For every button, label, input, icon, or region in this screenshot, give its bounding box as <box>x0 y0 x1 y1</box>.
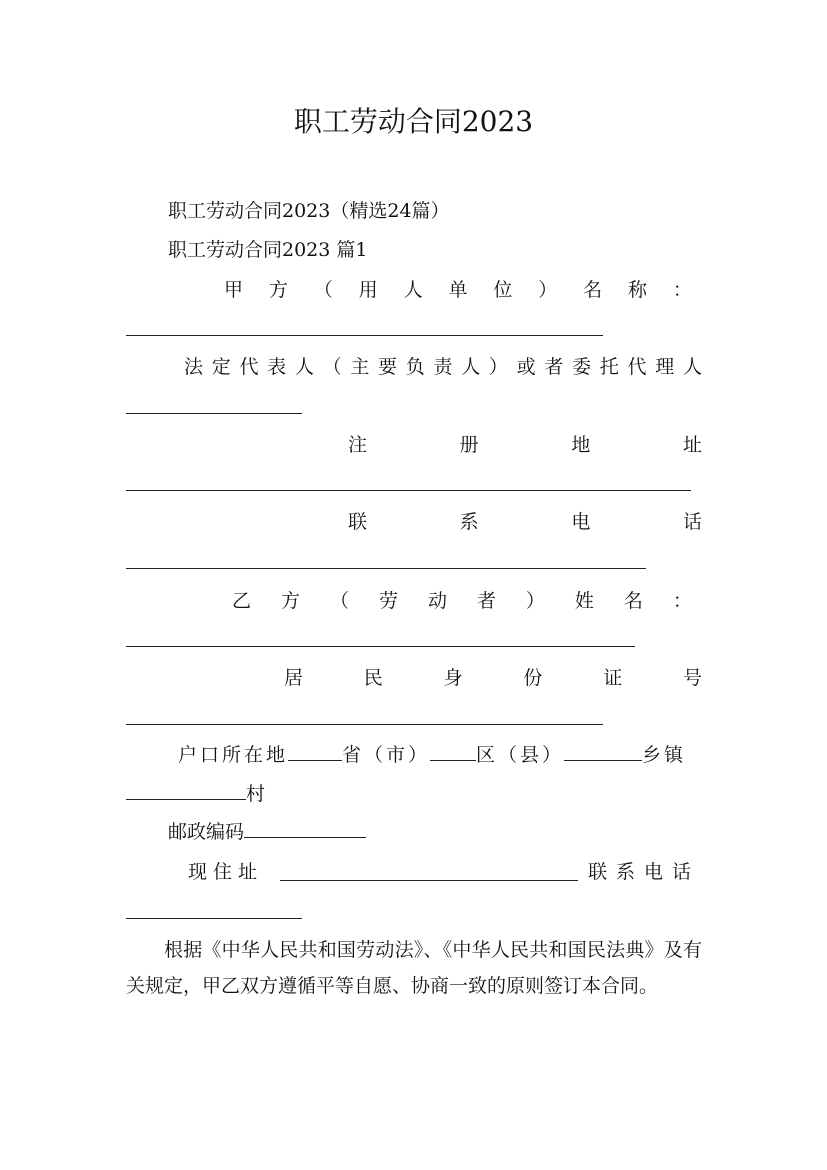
party-b-name-label <box>232 587 692 615</box>
party-b-char: 劳 <box>378 590 398 612</box>
party-b-char: ） <box>525 590 545 612</box>
legal-rep-char: 代 <box>239 356 259 378</box>
town-label: 乡镇 <box>642 744 687 766</box>
id-number-char: 居 <box>284 667 304 689</box>
party-b-char: ： <box>672 590 692 612</box>
party-b-char: （ <box>329 590 349 612</box>
legal-rep-char: 人 <box>294 356 314 378</box>
postal-code-line <box>168 818 366 846</box>
party-a-char: 名 <box>583 279 603 301</box>
current-phone-line <box>588 858 700 886</box>
postal-code-label: 邮政编码 <box>168 821 245 843</box>
reg-address-char: 址 <box>682 434 702 456</box>
legal-rep-char: 定 <box>211 356 231 378</box>
legal-rep-char: ） <box>488 356 508 378</box>
party-a-char: 称 <box>628 279 648 301</box>
party-a-char: 单 <box>448 279 468 301</box>
party-a-name-blank <box>126 335 603 336</box>
party-a-char: ） <box>538 279 558 301</box>
party-a-char: 方 <box>268 279 288 301</box>
contact-phone-char: 话 <box>682 511 702 533</box>
party-b-name-blank <box>126 646 635 647</box>
legal-rep-char: 人 <box>682 356 702 378</box>
district-label: 区（县） <box>476 744 565 766</box>
legal-rep-char: 理 <box>655 356 675 378</box>
id-number-char: 号 <box>682 667 702 689</box>
id-number-blank <box>126 724 603 725</box>
legal-rep-char: 要 <box>378 356 398 378</box>
postal-code-blank <box>244 819 366 838</box>
legal-rep-char: （ <box>322 356 342 378</box>
party-b-char: 乙 <box>232 590 252 612</box>
id-number-char: 份 <box>523 667 543 689</box>
id-number-char: 证 <box>603 667 623 689</box>
current-phone-blank <box>126 918 302 919</box>
reg-address-char: 注 <box>348 434 368 456</box>
household-line <box>178 741 686 769</box>
legal-rep-char: 负 <box>405 356 425 378</box>
party-a-phone-blank <box>126 568 646 569</box>
current-phone-label: 联系电话 <box>588 861 701 883</box>
legal-rep-char: 人 <box>461 356 481 378</box>
party-a-char: 人 <box>403 279 423 301</box>
party-a-char: 用 <box>358 279 378 301</box>
party-a-name-label <box>224 276 692 304</box>
contact-phone-char: 电 <box>571 511 591 533</box>
contact-phone-char: 系 <box>459 511 479 533</box>
household-label: 户口所在地 <box>178 744 289 766</box>
party-a-char: ： <box>672 279 692 301</box>
current-address-line <box>188 858 263 886</box>
village-label: 村 <box>246 783 266 805</box>
current-address-blank <box>280 880 578 881</box>
village-line <box>126 780 265 808</box>
district-blank <box>430 742 476 761</box>
legal-rep-char: 主 <box>350 356 370 378</box>
legal-rep-char: 委 <box>572 356 592 378</box>
legal-rep-label <box>184 353 702 381</box>
id-number-char: 民 <box>363 667 383 689</box>
contact-phone-char: 联 <box>348 511 368 533</box>
village-blank <box>126 781 246 800</box>
legal-rep-blank <box>126 413 302 414</box>
legal-rep-char: 或 <box>516 356 536 378</box>
id-number-char: 身 <box>443 667 463 689</box>
reg-address-char: 册 <box>459 434 479 456</box>
legal-rep-char: 法 <box>184 356 204 378</box>
contract-basis-paragraph: 根据《中华人民共和国劳动法》、《中华人民共和国民法典》及有关规定，甲乙双方遵循平等自愿、协商一致的原则签订本合同。 <box>126 939 702 997</box>
reg-address-char: 地 <box>571 434 591 456</box>
legal-rep-char: 者 <box>544 356 564 378</box>
legal-rep-char: 责 <box>433 356 453 378</box>
registered-address-blank <box>126 490 691 491</box>
current-address-label: 现住址 <box>188 861 264 883</box>
legal-rep-char: 代 <box>627 356 647 378</box>
document-subtitle: 职工劳动合同2023（精选24篇） <box>168 200 450 222</box>
province-label: 省（市） <box>342 744 431 766</box>
party-a-char: 甲 <box>224 279 244 301</box>
party-b-char: 方 <box>280 590 300 612</box>
party-a-phone-label <box>348 508 702 536</box>
party-b-char: 者 <box>476 590 496 612</box>
party-a-char: （ <box>313 279 333 301</box>
party-b-char: 名 <box>623 590 643 612</box>
section-heading: 职工劳动合同2023 篇1 <box>168 239 368 261</box>
id-number-label <box>284 664 702 692</box>
town-blank <box>564 742 642 761</box>
province-blank <box>288 742 342 761</box>
party-b-char: 动 <box>427 590 447 612</box>
party-a-char: 位 <box>493 279 513 301</box>
registered-address-label <box>348 431 702 459</box>
party-b-char: 姓 <box>574 590 594 612</box>
document-title: 职工劳动合同2023 <box>293 105 534 138</box>
legal-rep-char: 表 <box>267 356 287 378</box>
legal-rep-char: 托 <box>599 356 619 378</box>
